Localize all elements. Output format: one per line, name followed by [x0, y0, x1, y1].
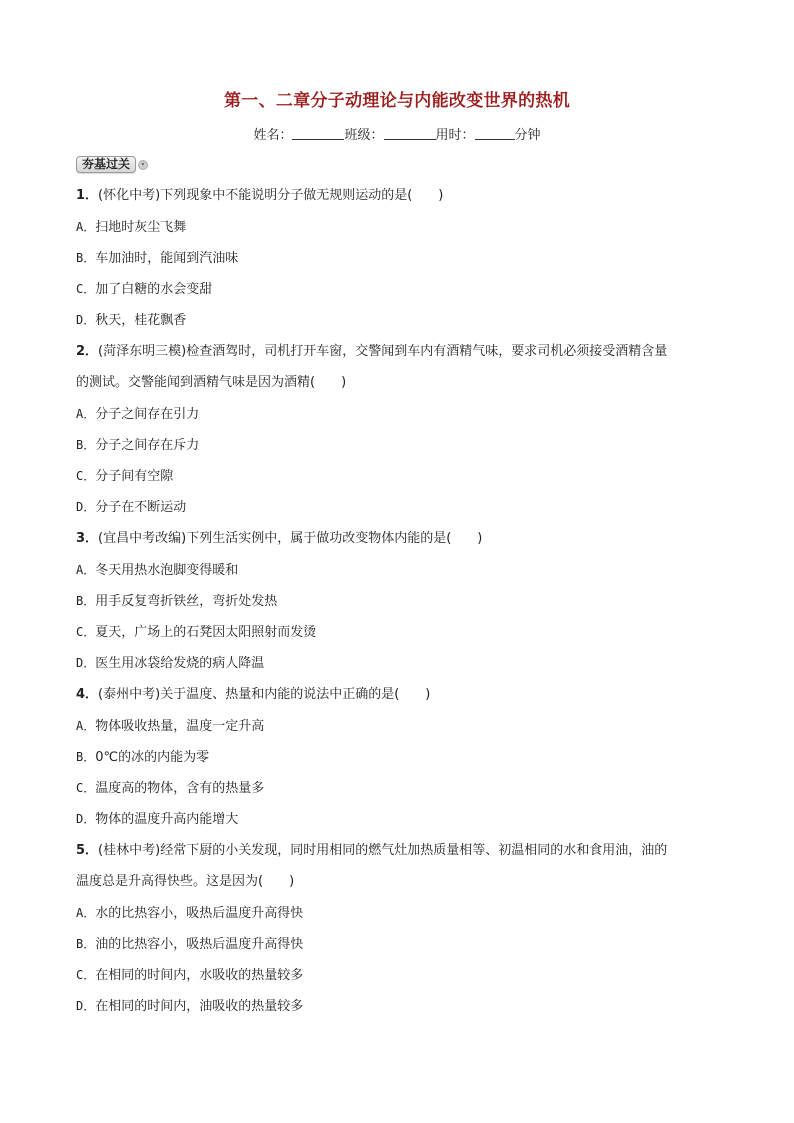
question-3-option-d [76, 655, 264, 672]
option-text: 在相同的时间内，水吸收的热量较多 [95, 968, 304, 983]
question-2-option-a [76, 406, 199, 423]
option-text: 油的比热容小，吸热后温度升高得快 [95, 937, 304, 952]
option-letter: A． [76, 906, 96, 920]
question-2-stem [76, 344, 667, 360]
option-text: 在相同的时间内，油吸收的热量较多 [95, 999, 304, 1014]
option-letter: C． [76, 469, 96, 483]
student-info-line [0, 124, 794, 143]
option-text: 分子间有空隙 [95, 469, 174, 484]
option-letter: D． [76, 812, 96, 826]
option-text: 冬天用热水泡脚变得暖和 [95, 563, 239, 578]
question-4-stem [76, 687, 430, 703]
question-2-option-c [76, 468, 173, 485]
option-letter: D． [76, 999, 96, 1013]
option-letter: B． [76, 937, 96, 951]
option-letter: A． [76, 719, 96, 733]
question-number: 1． [76, 188, 99, 203]
question-3-option-a [76, 562, 238, 579]
question-text: (泰州中考)关于温度、热量和内能的说法中正确的是( ) [98, 687, 431, 702]
option-text: 物体吸收热量，温度一定升高 [95, 719, 265, 734]
section-badge-label: 夯基过关 [76, 156, 136, 173]
question-text: (怀化中考)下列现象中不能说明分子做无规则运动的是( ) [98, 188, 444, 203]
time-unit: 分钟 [514, 128, 541, 143]
question-1-option-d [76, 312, 186, 329]
time-blank [475, 127, 515, 140]
question-4-option-c [76, 780, 264, 797]
question-text: (菏泽东明三模)检查酒驾时，司机打开车窗，交警闻到车内有酒精气味，要求司机必须接受酒精含量 [98, 344, 668, 359]
question-number: 4． [76, 687, 99, 702]
question-5-option-a [76, 905, 303, 922]
question-5-stem-cont [76, 874, 294, 890]
class-label: 班级： [344, 128, 384, 143]
option-letter: A． [76, 563, 96, 577]
option-text: 医生用冰袋给发烧的病人降温 [95, 656, 265, 671]
question-1-stem [76, 188, 443, 204]
option-text: 分子之间存在斥力 [95, 438, 200, 453]
option-letter: C． [76, 282, 96, 296]
option-text: 物体的温度升高内能增大 [95, 812, 239, 827]
question-2-option-b [76, 437, 199, 454]
question-1-option-c [76, 281, 212, 298]
question-3-option-b [76, 593, 277, 610]
question-text: (宜昌中考改编)下列生活实例中，属于做功改变物体内能的是( ) [98, 531, 483, 546]
option-letter: B． [76, 438, 96, 452]
question-5-stem [76, 843, 667, 859]
option-text: 分子之间存在引力 [95, 407, 200, 422]
option-text: 用手反复弯折铁丝，弯折处发热 [95, 594, 278, 609]
option-letter: B． [76, 594, 96, 608]
section-badge [76, 156, 148, 173]
option-text: 分子在不断运动 [95, 500, 187, 515]
option-letter: D． [76, 500, 96, 514]
arrow-down-icon: ▾ [138, 160, 148, 170]
option-text: 温度高的物体，含有的热量多 [95, 781, 265, 796]
question-4-option-a [76, 718, 264, 735]
question-2-option-d [76, 499, 186, 516]
name-label: 姓名： [253, 128, 293, 143]
option-letter: C． [76, 968, 96, 982]
page-title: 第一、二章分子动理论与内能改变世界的热机 [224, 91, 570, 111]
question-number: 3． [76, 531, 99, 546]
option-text: 扫地时灰尘飞舞 [95, 220, 187, 235]
question-3-stem [76, 531, 482, 547]
option-letter: D． [76, 656, 96, 670]
option-text: 水的比热容小，吸热后温度升高得快 [95, 906, 304, 921]
question-1-option-a [76, 219, 186, 236]
question-3-option-c [76, 624, 316, 641]
option-text: 秋天，桂花飘香 [95, 313, 187, 328]
question-4-option-d [76, 811, 238, 828]
option-text: 夏天，广场上的石凳因太阳照射而发烫 [95, 625, 317, 640]
option-letter: B． [76, 251, 96, 265]
option-text: 0℃的冰的内能为零 [95, 750, 210, 765]
question-text: 温度总是升高得快些。这是因为( ) [76, 874, 295, 889]
option-letter: D． [76, 313, 96, 327]
name-blank [292, 127, 344, 140]
option-text: 车加油时，能闻到汽油味 [95, 251, 239, 266]
question-text: (桂林中考)经常下厨的小关发现，同时用相同的燃气灶加热质量相等、初温相同的水和食用油，油的 [98, 843, 668, 858]
option-letter: C． [76, 781, 96, 795]
question-1-option-b [76, 250, 238, 267]
question-4-option-b [76, 749, 209, 766]
option-letter: C． [76, 625, 96, 639]
question-number: 2． [76, 344, 99, 359]
question-5-option-d [76, 998, 303, 1015]
question-5-option-c [76, 967, 303, 984]
option-letter: A． [76, 220, 96, 234]
class-blank [384, 127, 436, 140]
question-number: 5． [76, 843, 99, 858]
question-2-stem-cont [76, 375, 346, 391]
option-text: 加了白糖的水会变甜 [95, 282, 213, 297]
option-letter: B． [76, 750, 96, 764]
question-text: 的测试。交警能闻到酒精气味是因为酒精( ) [76, 375, 347, 390]
question-5-option-b [76, 936, 303, 953]
time-label: 用时： [435, 128, 475, 143]
option-letter: A． [76, 407, 96, 421]
